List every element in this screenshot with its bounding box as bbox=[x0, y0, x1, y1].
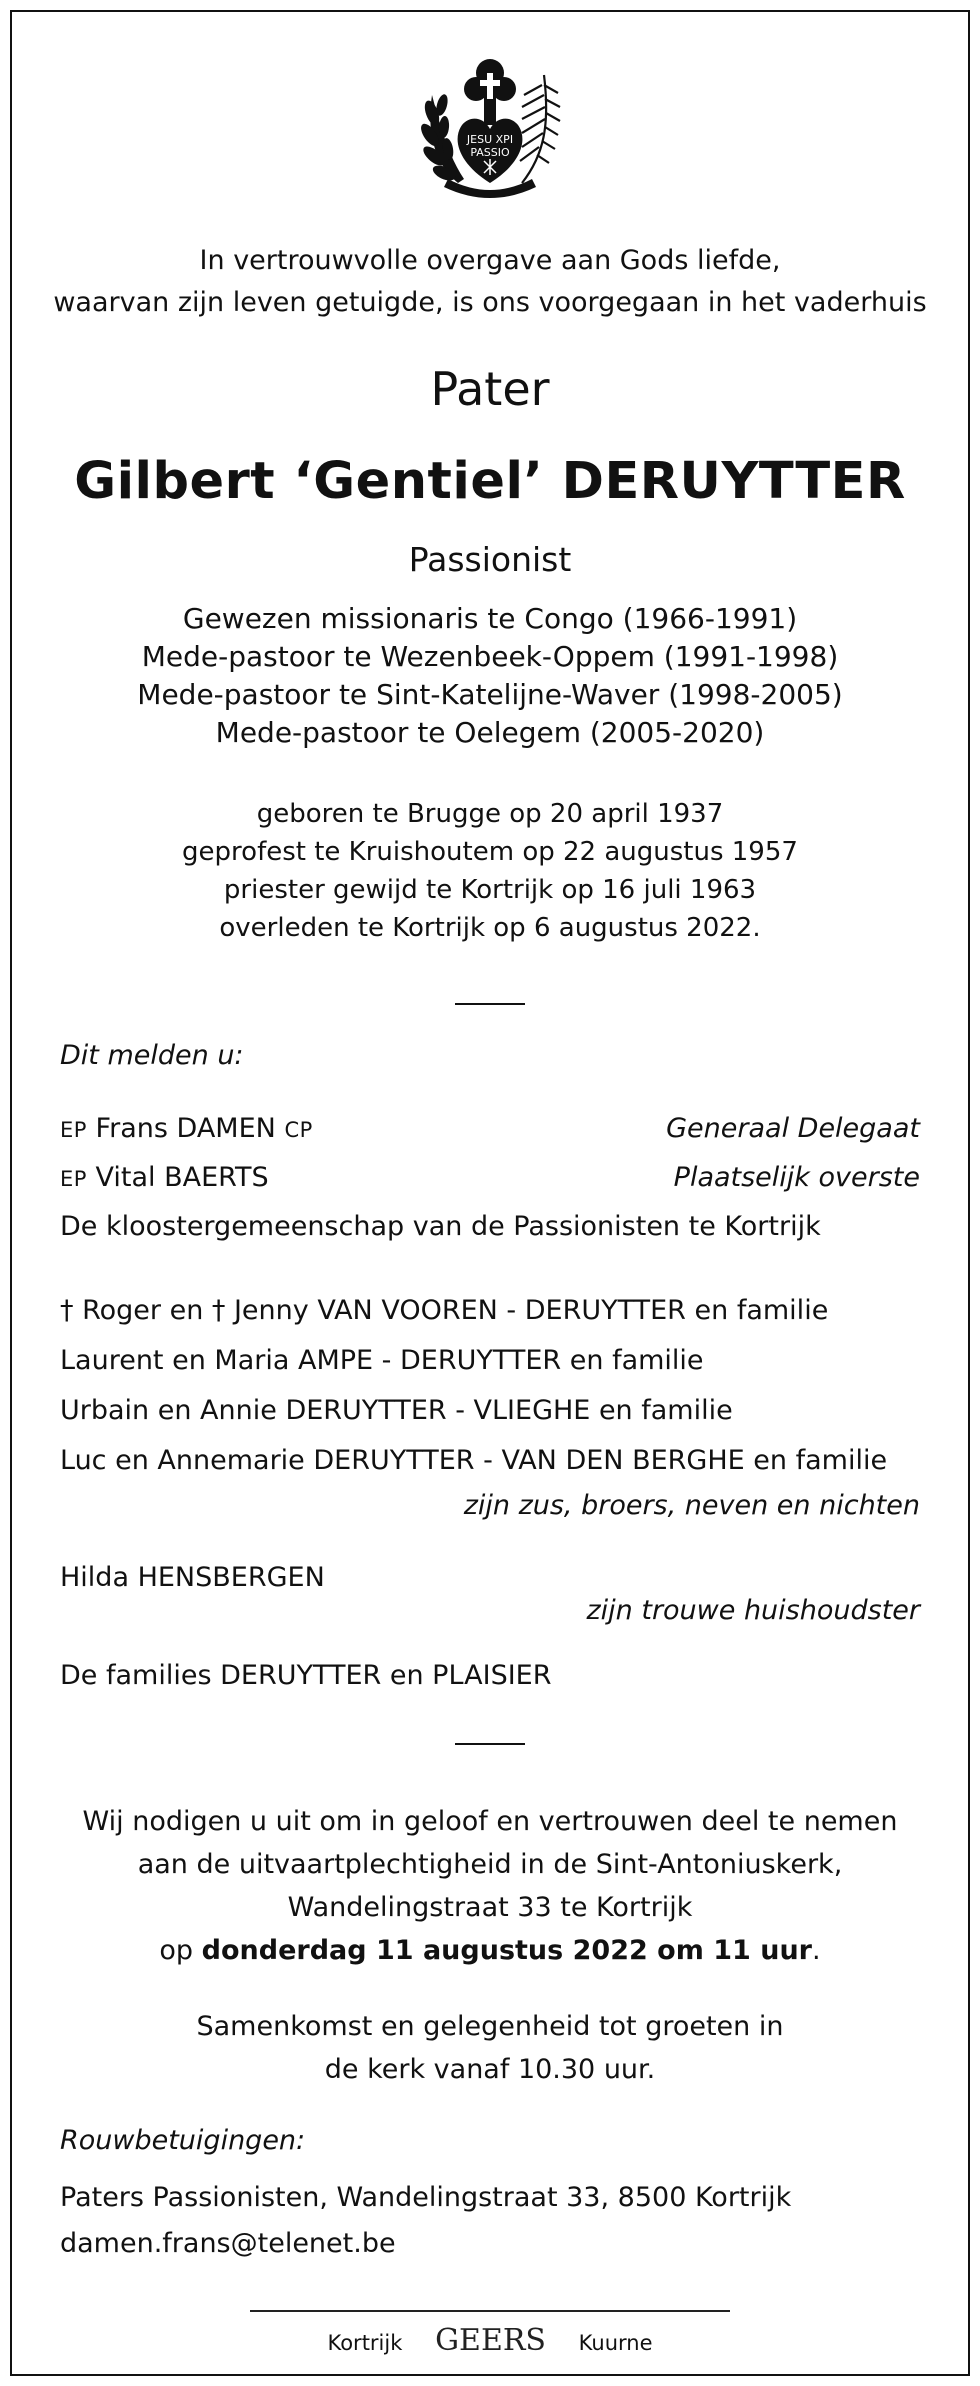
footer-left: Kortrijk bbox=[327, 2331, 403, 2355]
date-line: geprofest te Kruishoutem op 22 augustus 1957 bbox=[182, 837, 798, 867]
condolences-address: Paters Passionisten, Wandelingstraat 33, 8500 Kortrijk bbox=[60, 2182, 792, 2213]
family-line: † Roger en † Jenny VAN VOOREN - DERUYTTER en familie bbox=[60, 1295, 829, 1326]
family-line: Luc en Annemarie DERUYTTER - VAN DEN BERGHE en familie bbox=[60, 1445, 888, 1476]
divider-1 bbox=[455, 1003, 525, 1005]
emblem-text-2: PASSIO bbox=[470, 146, 510, 159]
invitation-date-suffix: . bbox=[811, 1935, 821, 1966]
person-1-suffix: CP bbox=[284, 1118, 313, 1142]
meeting bbox=[0, 2005, 980, 2091]
person-1-name: Frans DAMEN bbox=[95, 1113, 276, 1144]
family-line: Laurent en Maria AMPE - DERUYTTER en familie bbox=[60, 1345, 704, 1376]
invitation bbox=[0, 1800, 980, 1972]
announce-label: Dit melden u: bbox=[60, 1040, 244, 1071]
life-dates bbox=[0, 795, 980, 947]
condolences-email[interactable]: damen.frans@telenet.be bbox=[60, 2228, 396, 2259]
community: De kloostergemeenschap van de Passionisten te Kortrijk bbox=[60, 1211, 821, 1242]
person-1-prefix: EP bbox=[60, 1118, 87, 1142]
person-2-name: Vital BAERTS bbox=[95, 1162, 269, 1193]
intro-line-1: In vertrouwvolle overgave aan Gods liefde, bbox=[199, 245, 781, 276]
invitation-line-4 bbox=[0, 1929, 980, 1972]
housekeeper-role: zijn trouwe huishoudster bbox=[586, 1595, 920, 1626]
function-item: Mede-pastoor te Sint-Katelijne-Waver (1998-2005) bbox=[137, 678, 843, 711]
families: De families DERUYTTER en PLAISIER bbox=[60, 1660, 552, 1691]
footer-line bbox=[250, 2310, 730, 2312]
person-2-role: Plaatselijk overste bbox=[673, 1162, 920, 1193]
invitation-line-2: aan de uitvaartplechtigheid in de Sint-Antoniuskerk, bbox=[137, 1849, 843, 1880]
funeral-home-logo: GEERS bbox=[435, 2323, 546, 2358]
meeting-line-2: de kerk vanaf 10.30 uur. bbox=[324, 2054, 656, 2085]
invitation-date: donderdag 11 augustus 2022 om 11 uur bbox=[201, 1935, 812, 1966]
passionist-emblem-icon bbox=[418, 55, 562, 205]
function-item: Mede-pastoor te Wezenbeek-Oppem (1991-1998) bbox=[141, 640, 839, 673]
functions-list bbox=[0, 600, 980, 752]
invitation-date-prefix: op bbox=[159, 1935, 202, 1966]
date-line: geboren te Brugge op 20 april 1937 bbox=[256, 799, 724, 829]
person-2 bbox=[60, 1162, 269, 1193]
function-item: Gewezen missionaris te Congo (1966-1991) bbox=[182, 602, 798, 635]
footer bbox=[0, 2323, 980, 2358]
family-line: Urbain en Annie DERUYTTER - VLIEGHE en familie bbox=[60, 1395, 733, 1426]
housekeeper: Hilda HENSBERGEN bbox=[60, 1562, 325, 1593]
date-line: priester gewijd te Kortrijk op 16 juli 1963 bbox=[223, 875, 757, 905]
intro-text bbox=[0, 240, 980, 324]
person-1-role: Generaal Delegaat bbox=[666, 1113, 920, 1144]
invitation-line-1: Wij nodigen u uit om in geloof en vertrouwen deel te nemen bbox=[82, 1806, 898, 1837]
meeting-line-1: Samenkomst en gelegenheid tot groeten in bbox=[196, 2011, 784, 2042]
divider-2 bbox=[455, 1743, 525, 1745]
footer-right: Kuurne bbox=[578, 2331, 653, 2355]
person-2-prefix: EP bbox=[60, 1167, 87, 1191]
invitation-line-3: Wandelingstraat 33 te Kortrijk bbox=[287, 1892, 693, 1923]
deceased-name: Gilbert ‘Gentiel’ DERUYTTER bbox=[74, 452, 906, 511]
condolences-label: Rouwbetuigingen: bbox=[60, 2125, 306, 2156]
emblem-text-1: JESU XPI bbox=[466, 133, 514, 146]
person-1 bbox=[60, 1113, 313, 1144]
family-role: zijn zus, broers, neven en nichten bbox=[463, 1490, 920, 1521]
date-line: overleden te Kortrijk op 6 augustus 2022. bbox=[219, 913, 761, 943]
intro-line-2: waarvan zijn leven getuigde, is ons voorgegaan in het vaderhuis bbox=[53, 287, 927, 318]
deceased-role: Passionist bbox=[408, 540, 572, 579]
function-item: Mede-pastoor te Oelegem (2005-2020) bbox=[215, 716, 765, 749]
deceased-title: Pater bbox=[430, 362, 550, 416]
